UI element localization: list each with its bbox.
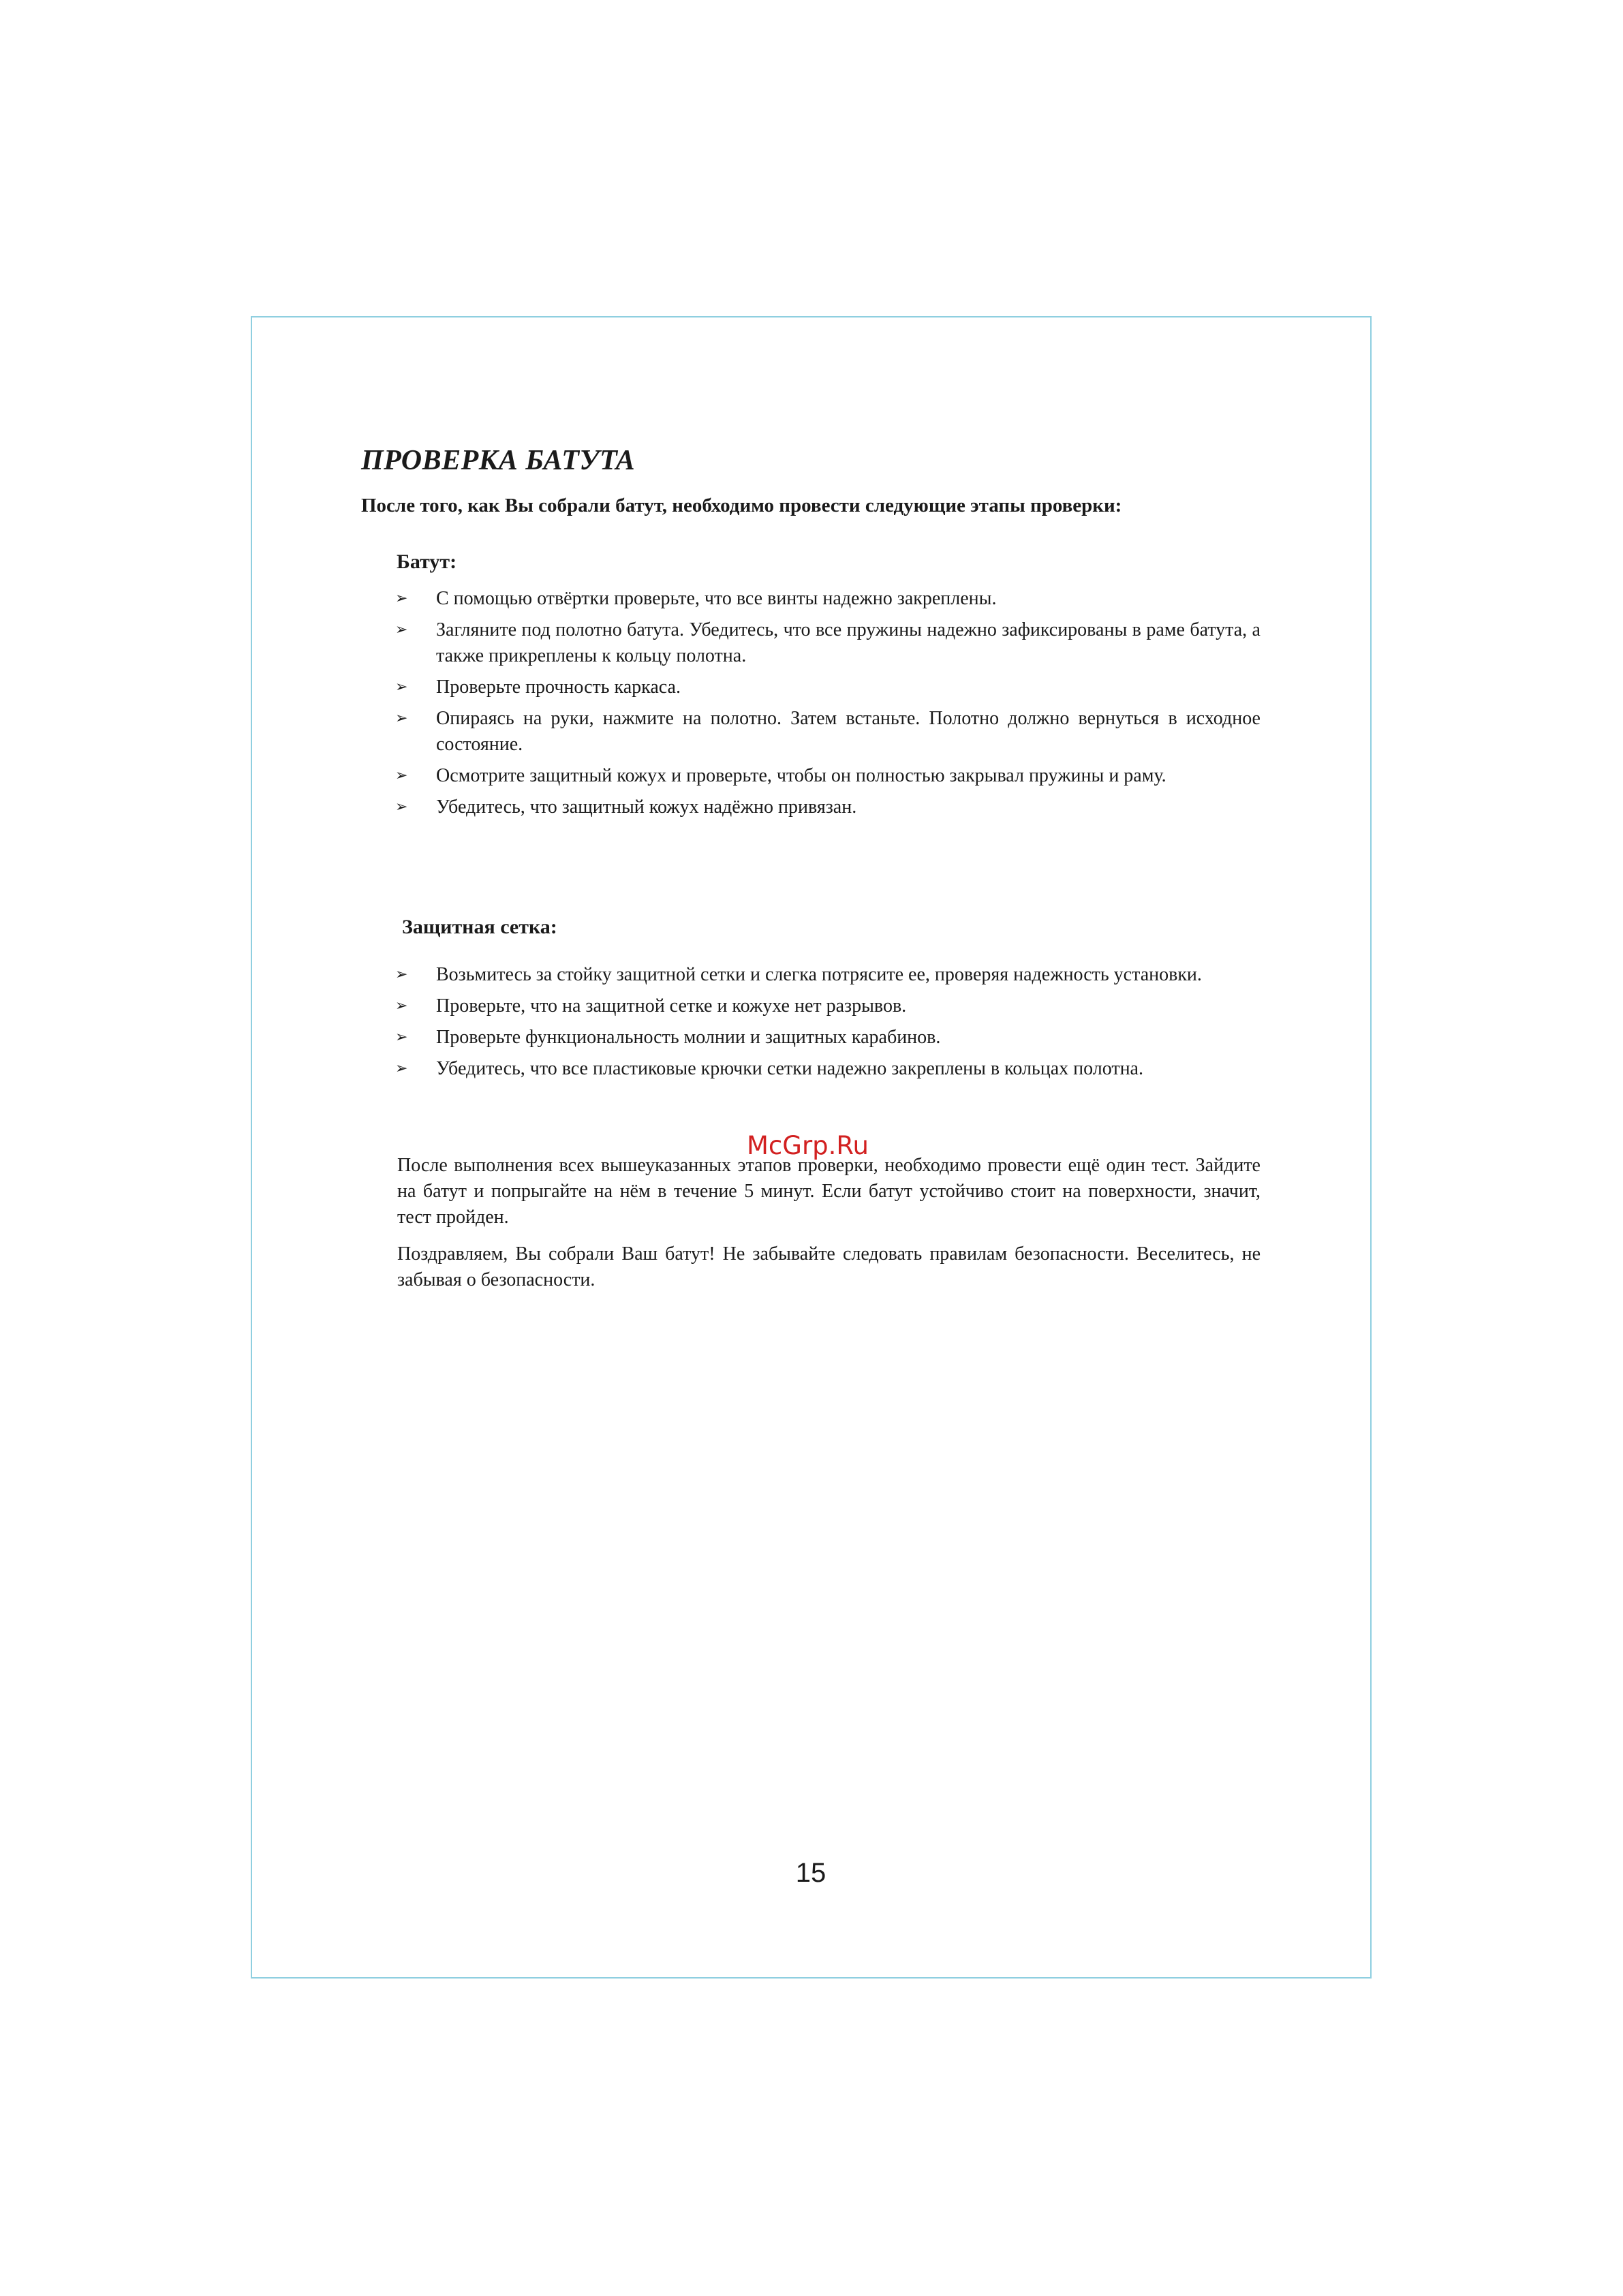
list-item <box>395 1025 1261 1051</box>
arrow-bullet-icon: ➢ <box>395 590 408 607</box>
checklist-safety-net <box>395 962 1261 1087</box>
list-item-text: Осмотрите защитный кожух и проверьте, чтобы он полностью закрывал пружины и раму. <box>436 765 1166 786</box>
list-item <box>395 674 1261 700</box>
closing-paragraph-congrats: Поздравляем, Вы собрали Ваш батут! Не забывайте следовать правилам безопасности. Веселитесь, не забывая о безопасности. <box>397 1243 1261 1290</box>
list-item <box>395 962 1261 988</box>
list-item-text: С помощью отвёртки проверьте, что все винты надежно закреплены. <box>436 588 997 609</box>
section-heading-safety-net: Защитная сетка: <box>402 916 557 938</box>
list-item-text: Проверьте прочность каркаса. <box>436 677 681 698</box>
arrow-bullet-icon: ➢ <box>395 997 408 1014</box>
list-item <box>395 617 1261 669</box>
arrow-bullet-icon: ➢ <box>395 966 408 983</box>
arrow-bullet-icon: ➢ <box>395 1029 408 1046</box>
closing-paragraph-test: После выполнения всех вышеуказанных этапов проверки, необходимо провести ещё один тест. Зайдите на батут и попрыгайте на нём в течение 5 минут. Если батут устойчиво стоит на поверхности, значит, тест пройден. <box>397 1155 1261 1228</box>
list-item <box>395 993 1261 1019</box>
arrow-bullet-icon: ➢ <box>395 798 408 816</box>
page-number: 15 <box>795 1858 826 1888</box>
list-item <box>395 706 1261 758</box>
list-item <box>395 763 1261 789</box>
intro-text: После того, как Вы собрали батут, необходимо провести следующие этапы проверки: <box>361 495 1122 516</box>
section-heading-trampoline: Батут: <box>397 550 457 573</box>
arrow-bullet-icon: ➢ <box>395 1060 408 1077</box>
list-item-text: Загляните под полотно батута. Убедитесь, что все пружины надежно зафиксированы в раме батута, а также прикреплены к кольцу полотна. <box>436 619 1261 666</box>
list-item <box>395 586 1261 612</box>
arrow-bullet-icon: ➢ <box>395 679 408 696</box>
list-item-text: Убедитесь, что все пластиковые крючки сетки надежно закреплены в кольцах полотна. <box>436 1058 1143 1079</box>
list-item <box>395 1056 1261 1082</box>
arrow-bullet-icon: ➢ <box>395 710 408 727</box>
watermark: McGrp.Ru <box>747 1131 869 1160</box>
list-item-text: Опираясь на руки, нажмите на полотно. Затем встаньте. Полотно должно вернуться в исходное состояние. <box>436 708 1261 755</box>
list-item-text: Проверьте функциональность молнии и защитных карабинов. <box>436 1027 941 1048</box>
checklist-trampoline <box>395 586 1261 826</box>
arrow-bullet-icon: ➢ <box>395 767 408 784</box>
list-item-text: Убедитесь, что защитный кожух надёжно привязан. <box>436 796 857 818</box>
arrow-bullet-icon: ➢ <box>395 621 408 638</box>
list-item-text: Проверьте, что на защитной сетке и кожухе нет разрывов. <box>436 995 907 1017</box>
list-item-text: Возьмитесь за стойку защитной сетки и слегка потрясите ее, проверяя надежность установки. <box>436 964 1202 985</box>
page-title: ПРОВЕРКА БАТУТА <box>361 445 636 476</box>
list-item <box>395 794 1261 820</box>
